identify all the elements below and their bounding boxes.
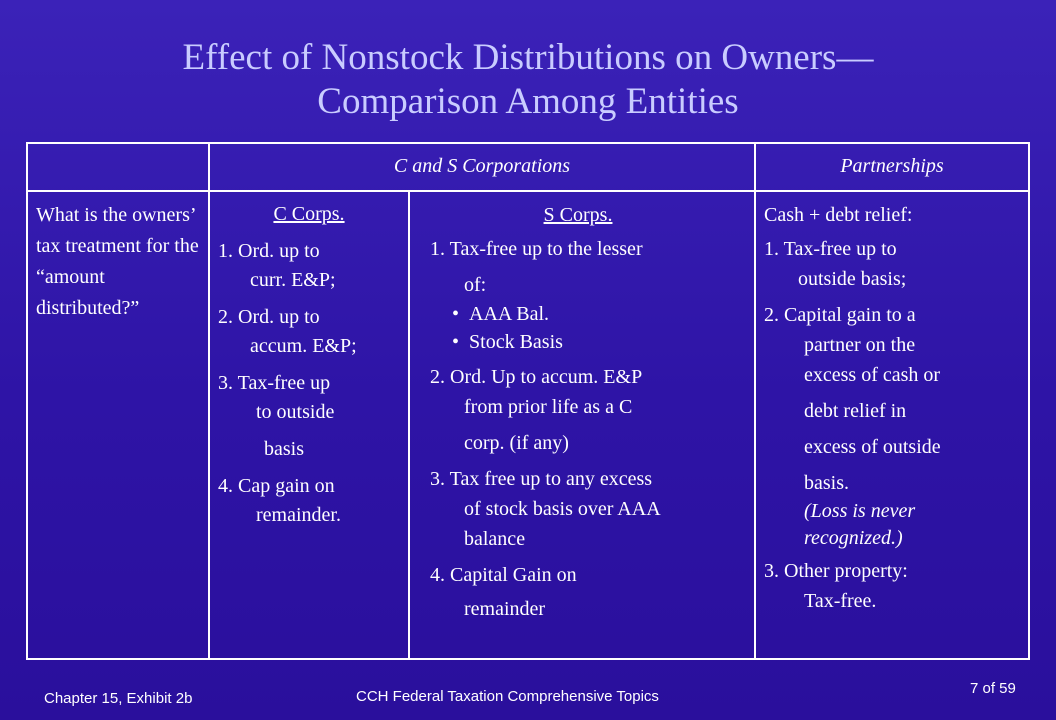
c-corps-cell (209, 191, 409, 659)
s-corps-heading: S Corps. (543, 204, 613, 226)
partnerships-cell (755, 191, 1029, 659)
footer-page-number: 7 of 59 (970, 680, 1016, 697)
s-corps-item-3a: 3. Tax free up to any excess (430, 468, 653, 490)
s-corps-bullet-aaa: • AAA Bal. (430, 300, 746, 328)
partnerships-item-1b: outside basis; (798, 268, 907, 290)
question-cell (27, 191, 209, 659)
header-partnerships: Partnerships (755, 143, 1029, 191)
c-corps-item-3a: 3. Tax-free up (218, 372, 331, 394)
partnerships-item-2a: 2. Capital gain to a (764, 304, 916, 326)
partnerships-item-3a: 3. Other property: (764, 560, 908, 582)
partnerships-item-2b: partner on the (804, 334, 916, 356)
c-corps-item-4b: remainder. (256, 504, 341, 526)
c-corps-item-3c: basis (264, 438, 304, 460)
partnerships-heading: Cash + debt relief: (764, 204, 913, 226)
c-corps-item-4a: 4. Cap gain on (218, 475, 335, 497)
slide-title (0, 36, 1056, 124)
s-corps-item-4b: remainder (464, 598, 546, 620)
title-line-1: Effect of Nonstock Distributions on Owners— (182, 37, 874, 78)
c-corps-item-1a: 1. Ord. up to (218, 240, 320, 262)
partnerships-item-3b: Tax-free. (804, 590, 877, 612)
partnerships-note-b: recognized.) (804, 527, 903, 549)
partnerships-item-2c: excess of cash or (804, 364, 941, 386)
footer-publication: CCH Federal Taxation Comprehensive Topics (356, 688, 659, 705)
s-corps-item-4a: 4. Capital Gain on (430, 564, 577, 586)
s-corps-item-2b: from prior life as a C (464, 396, 633, 418)
title-line-2: Comparison Among Entities (317, 81, 739, 122)
s-corps-item-2a: 2. Ord. Up to accum. E&P (430, 366, 643, 388)
c-corps-item-2b: accum. E&P; (250, 335, 357, 357)
s-corps-item-1b: of: (464, 274, 487, 296)
s-corps-cell (409, 191, 755, 659)
c-corps-heading: C Corps. (273, 203, 345, 225)
partnerships-item-2f: basis. (804, 472, 849, 494)
table-header-row (27, 143, 1029, 191)
s-corps-item-2c: corp. (if any) (464, 432, 569, 454)
c-corps-item-3b: to outside (256, 401, 335, 423)
header-c-and-s-corporations: C and S Corporations (209, 143, 755, 191)
footer-chapter: Chapter 15, Exhibit 2b (44, 690, 193, 707)
c-corps-item-2a: 2. Ord. up to (218, 306, 320, 328)
partnerships-item-2e: excess of outside (804, 436, 941, 458)
c-corps-item-1b: curr. E&P; (250, 269, 336, 291)
question-text: What is the owners’ tax treatment for the “amount distributed?” (36, 204, 199, 319)
header-blank-cell (27, 143, 209, 191)
partnerships-note-a: (Loss is never (804, 500, 916, 522)
s-corps-item-1a: 1. Tax-free up to the lesser (430, 238, 643, 260)
partnerships-item-2d: debt relief in (804, 400, 907, 422)
s-corps-bullet-stock-basis: • Stock Basis (430, 328, 746, 356)
partnerships-item-1a: 1. Tax-free up to (764, 238, 897, 260)
s-corps-item-3c: balance (464, 528, 526, 550)
comparison-table (26, 142, 1030, 660)
s-corps-item-3b: of stock basis over AAA (464, 498, 661, 520)
table-row (27, 191, 1029, 659)
